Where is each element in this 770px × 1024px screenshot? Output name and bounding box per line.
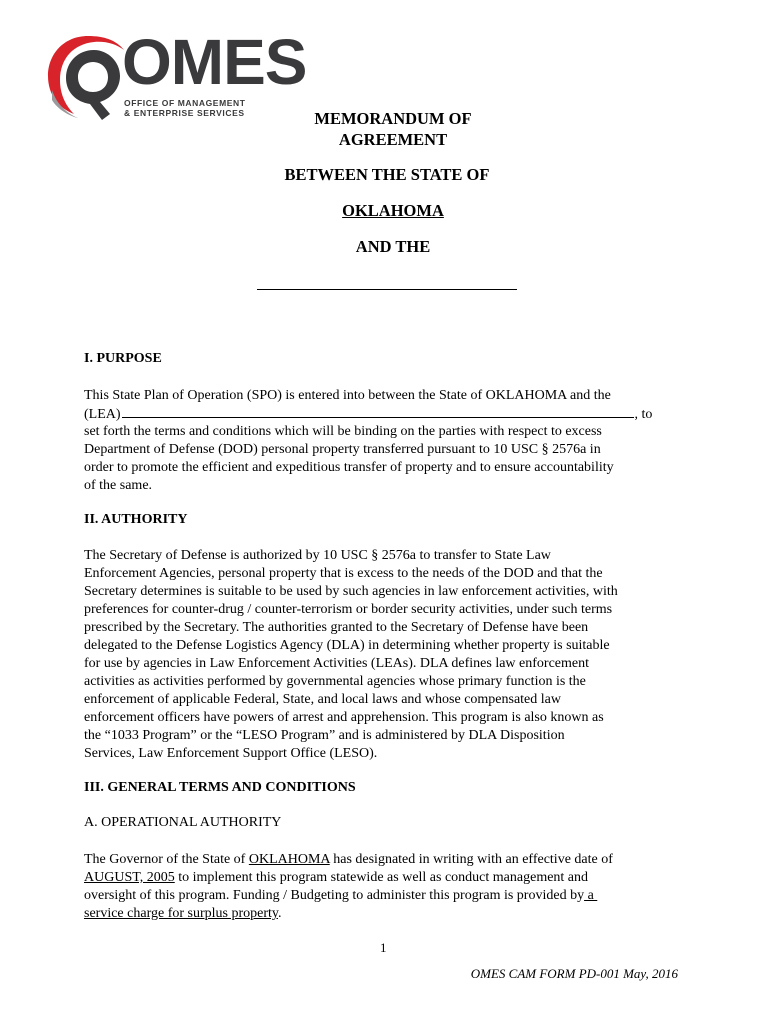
text-line [84, 405, 674, 423]
text-fragment: to implement this program statewide as well as conduct management and [174, 870, 589, 885]
text-line: prescribed by the Secretary. The authorities granted to the Secretary of Defense have been [84, 620, 589, 635]
text-fragment: The Governor of the State of [84, 852, 249, 867]
operational-authority-paragraph [84, 851, 674, 923]
state-field[interactable]: OKLAHOMA [248, 852, 330, 867]
effective-date-field[interactable]: AUGUST, 2005 [84, 870, 175, 885]
text-line: Department of Defense (DOD) personal property transferred pursuant to 10 USC § 2576a in [84, 442, 601, 457]
purpose-paragraph [84, 387, 674, 495]
text-fragment: . [277, 906, 282, 921]
text-line [84, 851, 674, 869]
authority-paragraph [84, 547, 674, 763]
funding-field[interactable]: a [584, 888, 598, 903]
section-heading-general-terms: III. GENERAL TERMS AND CONDITIONS [84, 780, 356, 795]
text-line [84, 887, 674, 905]
text-line [84, 869, 674, 887]
text-fragment: oversight of this program. Funding / Budgeting to administer this program is provided by [84, 888, 585, 903]
lea-label: (LEA) [84, 407, 121, 422]
text-line: Enforcement Agencies, personal property that is excess to the needs of the DOD and that the [84, 566, 603, 581]
lea-name-blank[interactable] [122, 405, 634, 418]
text-line: the “1033 Program” or the “LESO Program” and is administered by DLA Disposition [84, 728, 565, 743]
logo-subtitle-line1: OFFICE OF MANAGEMENT [124, 98, 246, 108]
logo-wordmark: OMES [122, 26, 307, 98]
title-line-1: MEMORANDUM OF [314, 109, 472, 128]
text-line: The Secretary of Defense is authorized by 10 USC § 2576a to transfer to State Law [84, 548, 551, 563]
text-line [84, 905, 674, 923]
title-line-4 [8, 201, 770, 221]
section-heading-authority: II. AUTHORITY [84, 512, 188, 527]
funding-field-continued[interactable]: service charge for surplus property [84, 906, 278, 921]
subsection-heading-operational-authority: A. OPERATIONAL AUTHORITY [84, 815, 282, 830]
text-line: order to promote the efficient and expeditious transfer of property and to ensure accountability [84, 460, 614, 475]
text-line: of the same. [84, 478, 153, 493]
text-fragment: , to [634, 407, 653, 422]
logo-subtitle-line2: & ENTERPRISE SERVICES [124, 108, 245, 118]
text-line: enforcement of applicable Federal, State, and local laws and whose compensated law [84, 692, 561, 707]
title-line-3: BETWEEN THE STATE OF [284, 165, 490, 184]
text-line: for use by agencies in Law Enforcement Activities (LEAs). DLA defines law enforcement [84, 656, 589, 671]
form-footer: OMES CAM FORM PD-001 May, 2016 [470, 966, 678, 981]
text-line: Secretary determines is suitable to be used by such agencies in law enforcement activities, with [84, 584, 618, 599]
text-line: set forth the terms and conditions which will be binding on the parties with respect to excess [84, 424, 602, 439]
section-heading-purpose: I. PURPOSE [84, 351, 162, 366]
text-line: activities as activities performed by governmental agencies whose primary function is the [84, 674, 586, 689]
text-line: preferences for counter-drug / counter-terrorism or border security activities, under such terms [84, 602, 613, 617]
title-line-5: AND THE [355, 237, 431, 256]
text-line: Services, Law Enforcement Support Office (LESO). [84, 746, 378, 761]
text-line: This State Plan of Operation (SPO) is entered into between the State of OKLAHOMA and the [84, 388, 611, 403]
party-name-blank[interactable] [257, 289, 517, 290]
state-name: OKLAHOMA [342, 201, 444, 220]
title-line-2: AGREEMENT [338, 130, 448, 149]
text-line: enforcement officers have powers of arrest and apprehension. This program is also known as [84, 710, 604, 725]
page-number: 1 [380, 940, 387, 955]
text-fragment: has designated in writing with an effective date of [329, 852, 613, 867]
text-line: delegated to the Defense Logistics Agency (DLA) in determining whether property is suitable [84, 638, 610, 653]
